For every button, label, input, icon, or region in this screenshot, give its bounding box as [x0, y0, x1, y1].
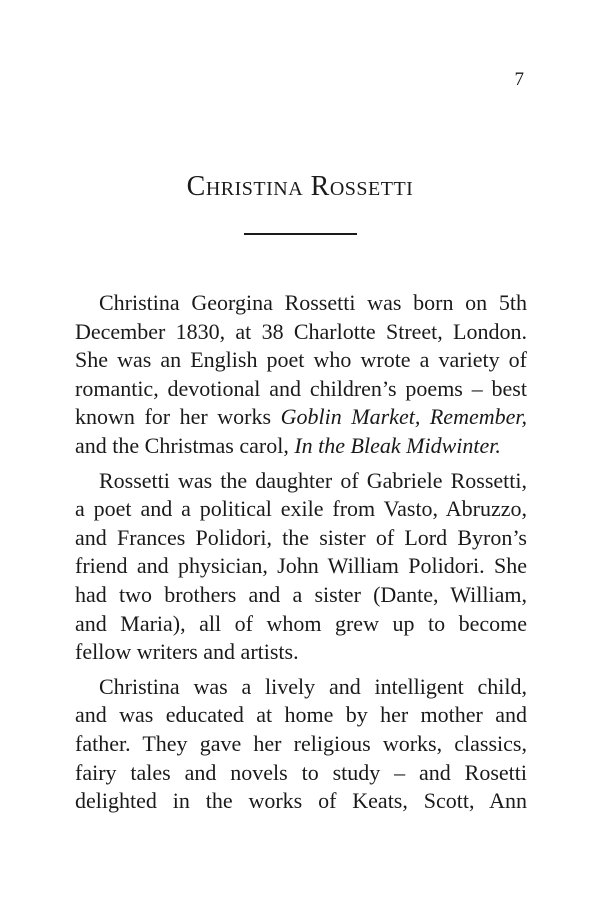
- text-line: [75, 432, 527, 461]
- text-run: December 1830, at 38 Charlotte Street, London.: [75, 318, 527, 344]
- text-run: Christina was a lively and intelligent child,: [99, 673, 527, 699]
- text-run: She was an English poet who wrote a variety of: [75, 347, 527, 373]
- paragraph: [75, 467, 527, 667]
- text-run: delighted in the works of Keats, Scott, Ann: [75, 788, 527, 814]
- text-line: [75, 495, 527, 524]
- text-run: and Maria), all of whom grew up to become: [75, 610, 527, 636]
- text-run: and Frances Polidori, the sister of Lord Byron’s: [75, 524, 527, 550]
- text-run: Rossetti was the daughter of Gabriele Rossetti,: [99, 467, 527, 493]
- title-divider: [244, 233, 357, 235]
- text-run: fellow writers and artists.: [75, 639, 299, 665]
- body-text: [75, 289, 527, 822]
- text-run: and was educated at home by her mother and: [75, 702, 527, 728]
- italic-title: Goblin Market, Remember,: [280, 404, 528, 430]
- text-line: [75, 787, 527, 816]
- chapter-title: Christina Rossetti: [186, 171, 414, 202]
- paragraph: [75, 289, 527, 461]
- text-run: known for her works: [75, 404, 281, 430]
- text-run: father. They gave her religious works, classics,: [75, 730, 527, 756]
- text-line: [75, 524, 527, 553]
- text-line: [75, 610, 527, 639]
- text-run: friend and physician, John William Polidori. She: [75, 553, 527, 579]
- page-number: 7: [514, 69, 524, 90]
- text-run: fairy tales and novels to study – and Rosetti: [75, 759, 527, 785]
- text-run: and the Christmas carol,: [75, 432, 295, 458]
- text-line: [75, 673, 527, 702]
- text-line: [75, 552, 527, 581]
- text-run: Christina Georgina Rossetti was born on 5th: [99, 290, 527, 315]
- text-run: romantic, devotional and children’s poems – best: [75, 375, 527, 401]
- text-line: [75, 289, 527, 318]
- text-line: [75, 759, 527, 788]
- text-line: [75, 581, 527, 610]
- italic-title: In the Bleak Midwinter.: [294, 432, 501, 458]
- text-line: [75, 638, 527, 667]
- text-line: [75, 403, 527, 432]
- text-run: a poet and a political exile from Vasto, Abruzzo,: [75, 496, 527, 522]
- text-line: [75, 346, 527, 375]
- text-line: [75, 375, 527, 404]
- text-line: [75, 467, 527, 496]
- paragraph: [75, 673, 527, 816]
- text-run: had two brothers and a sister (Dante, William,: [75, 581, 527, 607]
- text-line: [75, 730, 527, 759]
- text-line: [75, 318, 527, 347]
- text-line: [75, 701, 527, 730]
